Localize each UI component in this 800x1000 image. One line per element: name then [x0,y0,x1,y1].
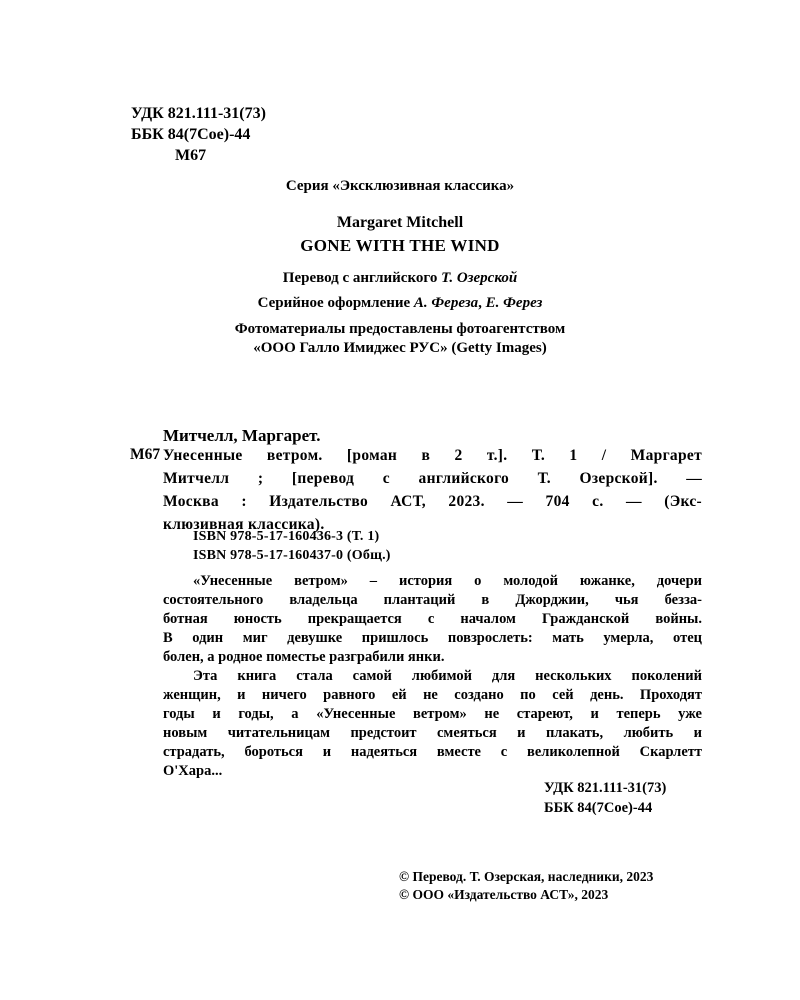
annotation-line: В один миг девушке пришлось повзрослеть: мать умерла, отец [163,630,702,646]
author-heading: Митчелл, Маргарет. [163,426,321,445]
annotation-line: новым читательницам предстоит смеяться и плакать, любить и [163,725,702,741]
annotation-line: страдать, бороться и надеяться вместе с великолепной Скарлетт [163,744,702,760]
annotation-line: состоятельного владельца плантаций в Джорджии, чья безза- [163,592,702,608]
udk-code-bottom: УДК 821.111-31(73) [544,780,667,796]
translation-line [0,270,800,287]
translation-prefix: Перевод с английского [282,270,438,286]
annotation-line: Эта книга стала самой любимой для нескольких поколений [193,668,702,684]
bib-line: Унесенные ветром. [роман в 2 т.]. Т. 1 / Маргарет [163,447,702,464]
original-title: GONE WITH THE WIND [300,236,500,255]
annotation-line: болен, а родное поместье разграбили янки. [163,649,445,665]
udk-code: УДК 821.111-31(73) [131,105,266,122]
annotation-paragraph-1 [163,572,702,667]
designer-2: Е. Ферез [485,295,543,311]
series-line: Серия «Эксклюзивная классика» [285,178,515,194]
classification-codes [131,103,266,166]
isbn-volume: ISBN 978-5-17-160436-3 (Т. 1) [193,529,380,544]
bib-line: Москва : Издательство АСТ, 2023. — 704 с. — (Экс- [163,493,702,510]
bibliographic-description [163,444,702,536]
annotation-line: О'Хара... [163,763,223,779]
author-mark: М67 [175,147,207,164]
bib-mark: М67 [130,446,161,463]
copyright-publisher: © ООО «Издательство АСТ», 2023 [399,887,609,902]
bib-line: Митчелл ; [перевод с английского Т. Озерской]. — [163,470,702,487]
annotation-line: годы и годы, а «Унесенные ветром» не стареют, и теперь уже [163,706,702,722]
designer-1: А. Фереза [413,295,479,311]
annotation-line: «Унесенные ветром» – история о молодой южанке, дочери [193,573,702,589]
bbk-code-bottom: ББК 84(7Сое)-44 [544,800,653,816]
photo-credit-line2: «ООО Галло Имиджес РУС» (Getty Images) [253,340,547,356]
annotation-line: ботная юность прекращается с началом Гражданской войны. [163,611,702,627]
isbn-set: ISBN 978-5-17-160437-0 (Общ.) [193,548,391,563]
original-author: Margaret Mitchell [336,214,464,231]
classification-codes-bottom [544,778,666,818]
designer-separator: , [478,295,482,311]
copyright-translation: © Перевод. Т. Озерская, наследники, 2023 [399,869,654,884]
design-prefix: Серийное оформление [257,295,411,311]
photo-credit-line1: Фотоматериалы предоставлены фотоагентством [234,321,566,337]
annotation-line: женщин, и ничего равного ей не создано по сей день. Проходят [163,687,702,703]
annotation-paragraph-2 [163,667,702,781]
design-line [0,295,800,312]
bbk-code: ББК 84(7Сое)-44 [131,126,251,143]
bib-line: клюзивная классика). [163,516,325,533]
copyright-block [399,868,653,904]
translator-name: Т. Озерской [441,270,518,286]
